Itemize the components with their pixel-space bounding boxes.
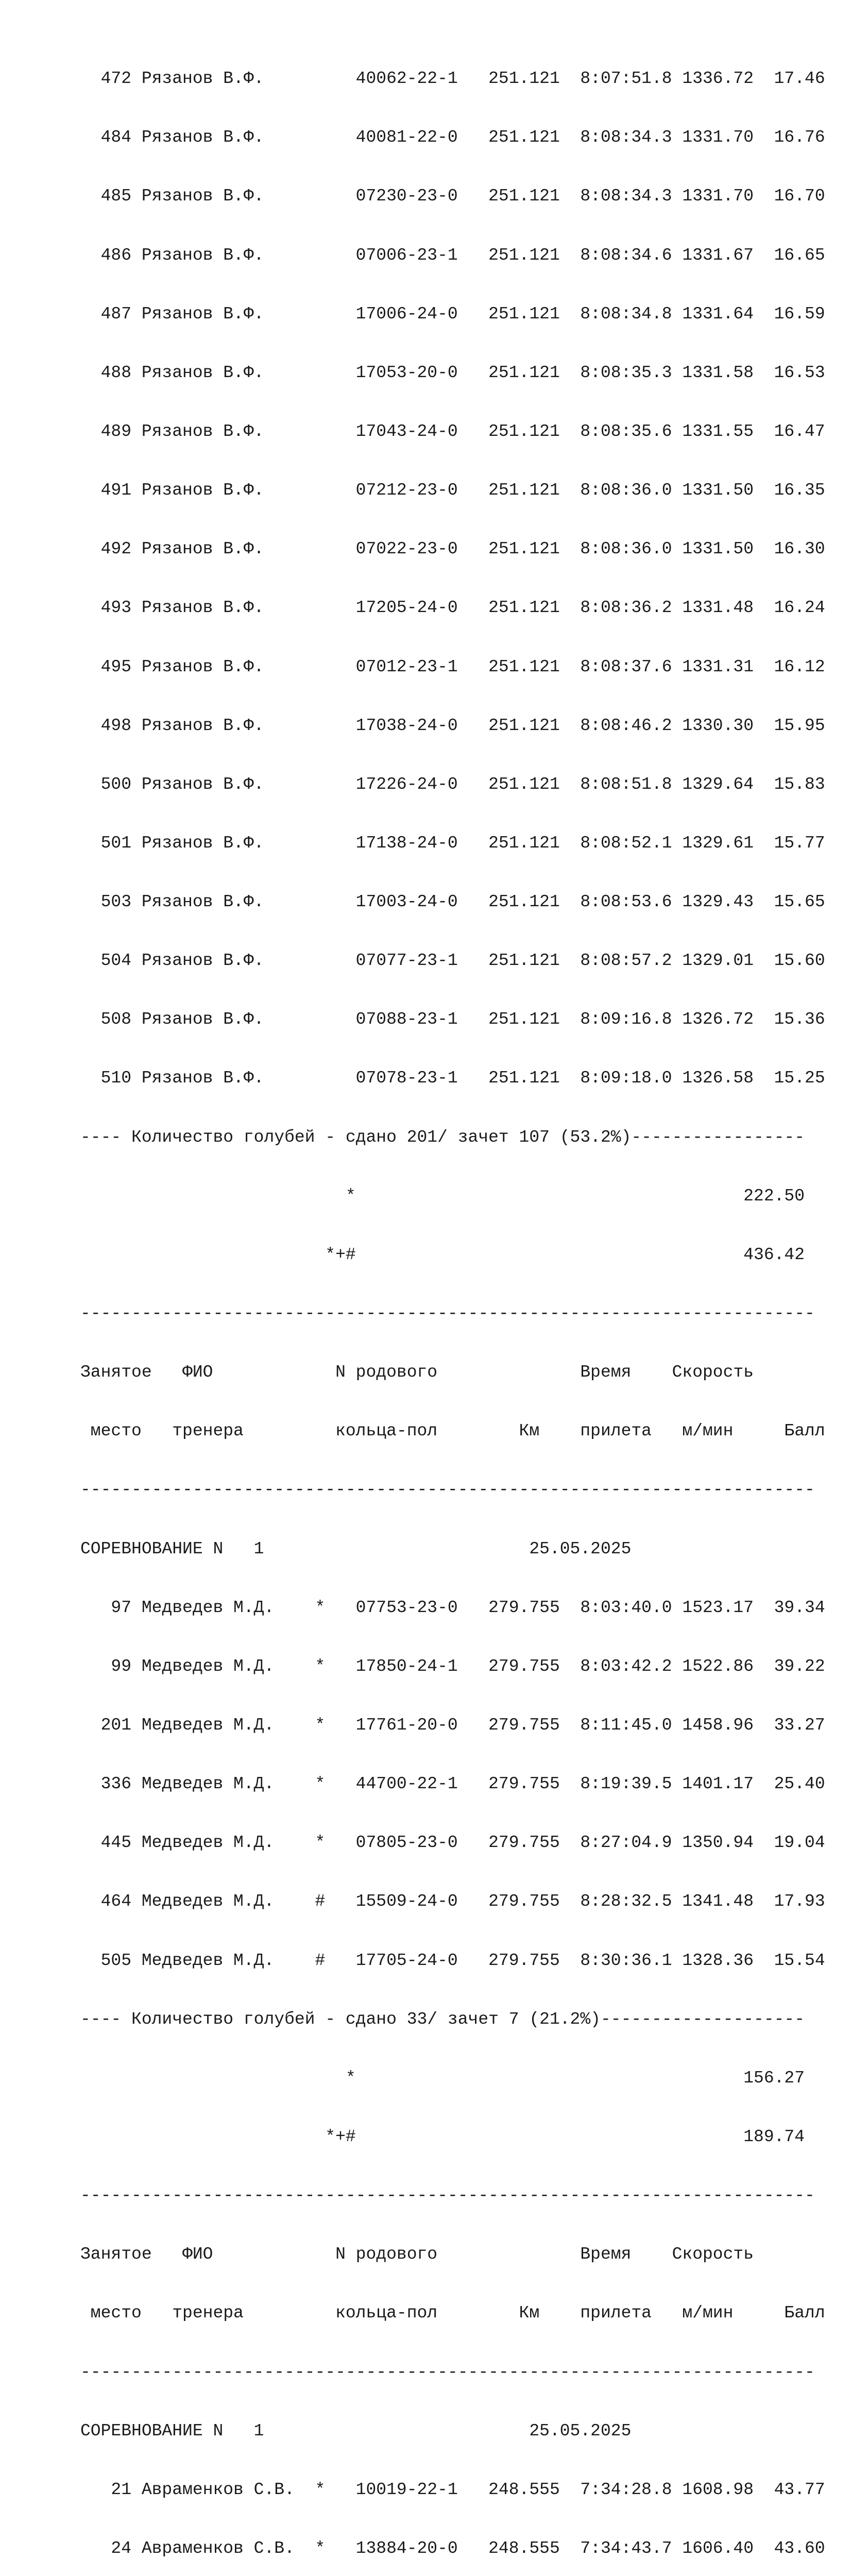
result-row: 503 Рязанов В.Ф. 17003-24-0 251.121 8:08:53.6 1329.43 15.65 (80, 892, 825, 912)
result-row: 97 Медведев М.Д. * 07753-23-0 279.755 8:03:40.0 1523.17 39.34 (80, 1598, 825, 1617)
summary-line: ---- Количество голубей - сдано 201/ зачет 107 (53.2%)----------------- (80, 1127, 805, 1147)
result-row: 505 Медведев М.Д. # 17705-24-0 279.755 8:30:36.1 1328.36 15.54 (80, 1951, 825, 1970)
result-row: 501 Рязанов В.Ф. 17138-24-0 251.121 8:08:52.1 1329.61 15.77 (80, 833, 825, 853)
result-row: 487 Рязанов В.Ф. 17006-24-0 251.121 8:08:34.8 1331.64 16.59 (80, 304, 825, 324)
separator-line: ------------------------------------------------------------------------ (80, 2362, 815, 2382)
result-row: 464 Медведев М.Д. # 15509-24-0 279.755 8:28:32.5 1341.48 17.93 (80, 1892, 825, 1911)
result-row: 489 Рязанов В.Ф. 17043-24-0 251.121 8:08:35.6 1331.55 16.47 (80, 421, 825, 441)
score-line: * 222.50 (80, 1186, 805, 1206)
score-line: * 156.27 (80, 2068, 805, 2088)
result-row: 500 Рязанов В.Ф. 17226-24-0 251.121 8:08:51.8 1329.64 15.83 (80, 774, 825, 794)
result-row: 510 Рязанов В.Ф. 07078-23-1 251.121 8:09:18.0 1326.58 15.25 (80, 1069, 825, 1088)
result-row: 99 Медведев М.Д. * 17850-24-1 279.755 8:03:42.2 1522.86 39.22 (80, 1656, 825, 1676)
result-row: 491 Рязанов В.Ф. 07212-23-0 251.121 8:08:36.0 1331.50 16.35 (80, 481, 825, 500)
score-line: *+# 436.42 (80, 1245, 805, 1264)
result-row: 24 Авраменков С.В. * 13884-20-0 248.555 7:34:43.7 1606.40 43.60 (80, 2539, 825, 2558)
result-row: 492 Рязанов В.Ф. 07022-23-0 251.121 8:08:36.0 1331.50 16.30 (80, 539, 825, 559)
column-header: Занятое ФИО N родового Время Скорость (80, 1363, 754, 1382)
race-results-report (80, 30, 825, 2576)
result-row: 508 Рязанов В.Ф. 07088-23-1 251.121 8:09:16.8 1326.72 15.36 (80, 1010, 825, 1029)
result-row: 485 Рязанов В.Ф. 07230-23-0 251.121 8:08:34.3 1331.70 16.70 (80, 187, 825, 206)
separator-line: ------------------------------------------------------------------------ (80, 1480, 815, 1500)
score-line: *+# 189.74 (80, 2127, 805, 2147)
result-row: 493 Рязанов В.Ф. 17205-24-0 251.121 8:08:36.2 1331.48 16.24 (80, 598, 825, 618)
column-header: Занятое ФИО N родового Время Скорость (80, 2245, 754, 2264)
competition-header: СОРЕВНОВАНИЕ N 1 25.05.2025 (80, 2421, 632, 2441)
result-row: 486 Рязанов В.Ф. 07006-23-1 251.121 8:08:34.6 1331.67 16.65 (80, 245, 825, 265)
separator-line: ------------------------------------------------------------------------ (80, 1304, 815, 1324)
column-header: место тренера кольца-пол Км прилета м/мин Балл (80, 2303, 825, 2323)
result-row: 488 Рязанов В.Ф. 17053-20-0 251.121 8:08:35.3 1331.58 16.53 (80, 363, 825, 382)
separator-line: ------------------------------------------------------------------------ (80, 2186, 815, 2206)
result-row: 484 Рязанов В.Ф. 40081-22-0 251.121 8:08:34.3 1331.70 16.76 (80, 128, 825, 147)
result-row: 201 Медведев М.Д. * 17761-20-0 279.755 8:11:45.0 1458.96 33.27 (80, 1716, 825, 1735)
result-row: 336 Медведев М.Д. * 44700-22-1 279.755 8:19:39.5 1401.17 25.40 (80, 1774, 825, 1794)
summary-line: ---- Количество голубей - сдано 33/ зачет 7 (21.2%)-------------------- (80, 2009, 805, 2029)
column-header: место тренера кольца-пол Км прилета м/мин Балл (80, 1421, 825, 1441)
result-row: 495 Рязанов В.Ф. 07012-23-1 251.121 8:08:37.6 1331.31 16.12 (80, 657, 825, 676)
result-row: 21 Авраменков С.В. * 10019-22-1 248.555 7:34:28.8 1608.98 43.77 (80, 2480, 825, 2499)
result-row: 472 Рязанов В.Ф. 40062-22-1 251.121 8:07:51.8 1336.72 17.46 (80, 69, 825, 89)
result-row: 504 Рязанов В.Ф. 07077-23-1 251.121 8:08:57.2 1329.01 15.60 (80, 951, 825, 971)
competition-header: СОРЕВНОВАНИЕ N 1 25.05.2025 (80, 1539, 632, 1558)
result-row: 498 Рязанов В.Ф. 17038-24-0 251.121 8:08:46.2 1330.30 15.95 (80, 716, 825, 735)
result-row: 445 Медведев М.Д. * 07805-23-0 279.755 8:27:04.9 1350.94 19.04 (80, 1833, 825, 1853)
